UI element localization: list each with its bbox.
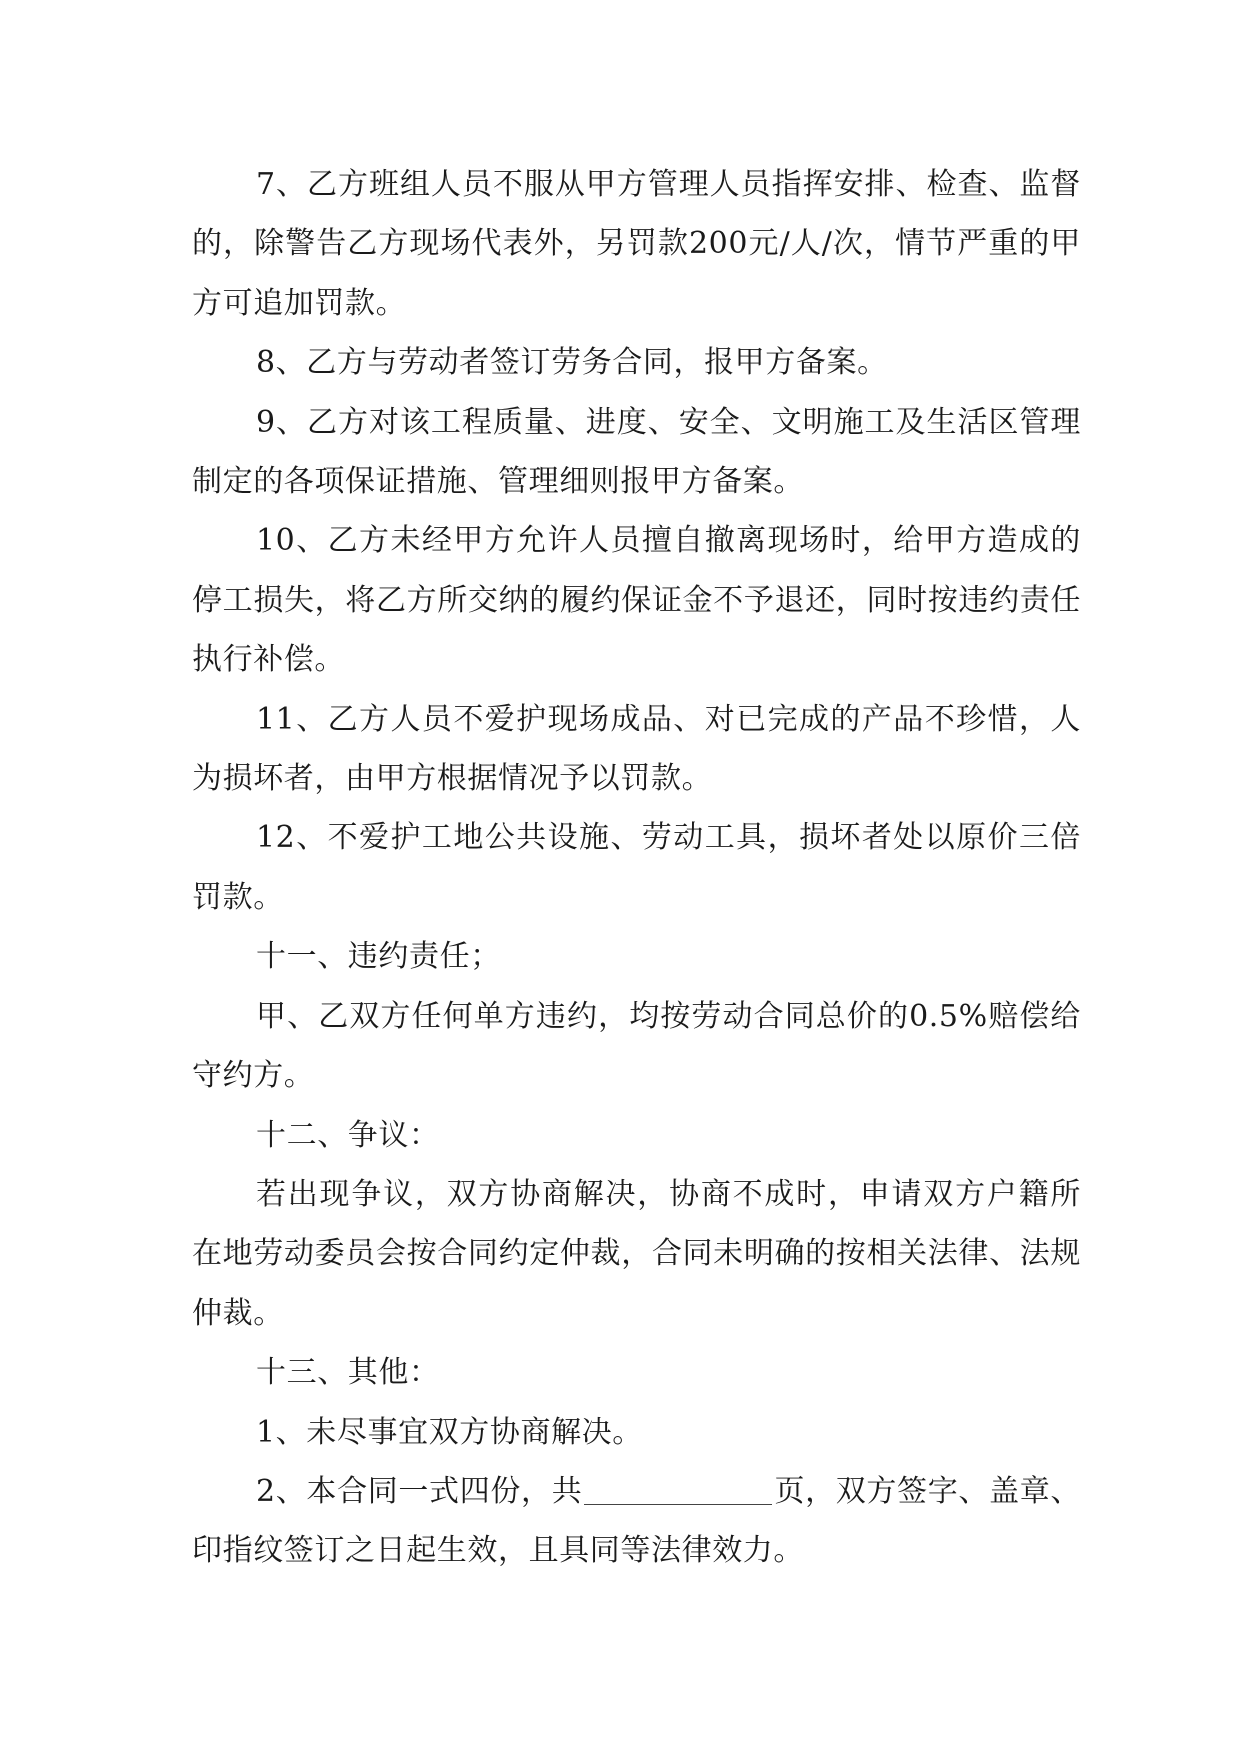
page-count-blank	[584, 1474, 772, 1505]
section-heading-dispute: 十二、争议：	[256, 1117, 440, 1153]
clause-12: 12、不爱护工地公共设施、劳动工具，损坏者处以原价三倍罚款。	[192, 820, 1081, 915]
other-clause-1: 1、未尽事宜双方协商解决。	[256, 1414, 643, 1450]
dispute-clause: 若出现争议，双方协商解决，协商不成时，申请双方户籍所在地劳动委员会按合同约定仲裁，合同未明确的按相关法律、法规仲裁。	[192, 1176, 1081, 1331]
clause-9: 9、乙方对该工程质量、进度、安全、文明施工及生活区管理制定的各项保证措施、管理细则报甲方备案。	[192, 404, 1081, 500]
clause-2-after-blank: 页，双方签字、盖章、印指纹签订之日起生效，且具同等法律效力。	[192, 1473, 1081, 1569]
clause-2-before-blank: 2、本合同一式四份，共	[256, 1473, 583, 1509]
section-heading-breach: 十一、违约责任；	[256, 939, 501, 975]
clause-7: 7、乙方班组人员不服从甲方管理人员指挥安排、检查、监督的，除警告乙方现场代表外，另罚款200元/人/次，情节严重的甲方可追加罚款。	[192, 167, 1081, 321]
clause-8: 8、乙方与劳动者签订劳务合同，报甲方备案。	[256, 345, 888, 381]
clause-10: 10、乙方未经甲方允许人员擅自撤离现场时，给甲方造成的停工损失，将乙方所交纳的履约保证金不予退还，同时按违约责任执行补偿。	[192, 523, 1081, 678]
clause-11: 11、乙方人员不爱护现场成品、对已完成的产品不珍惜，人为损坏者，由甲方根据情况予以罚款。	[192, 701, 1081, 797]
breach-clause: 甲、乙双方任何单方违约，均按劳动合同总价的0.5%赔偿给守约方。	[192, 998, 1081, 1094]
section-heading-other: 十三、其他：	[256, 1355, 440, 1391]
other-clause-2	[192, 1462, 1081, 1581]
